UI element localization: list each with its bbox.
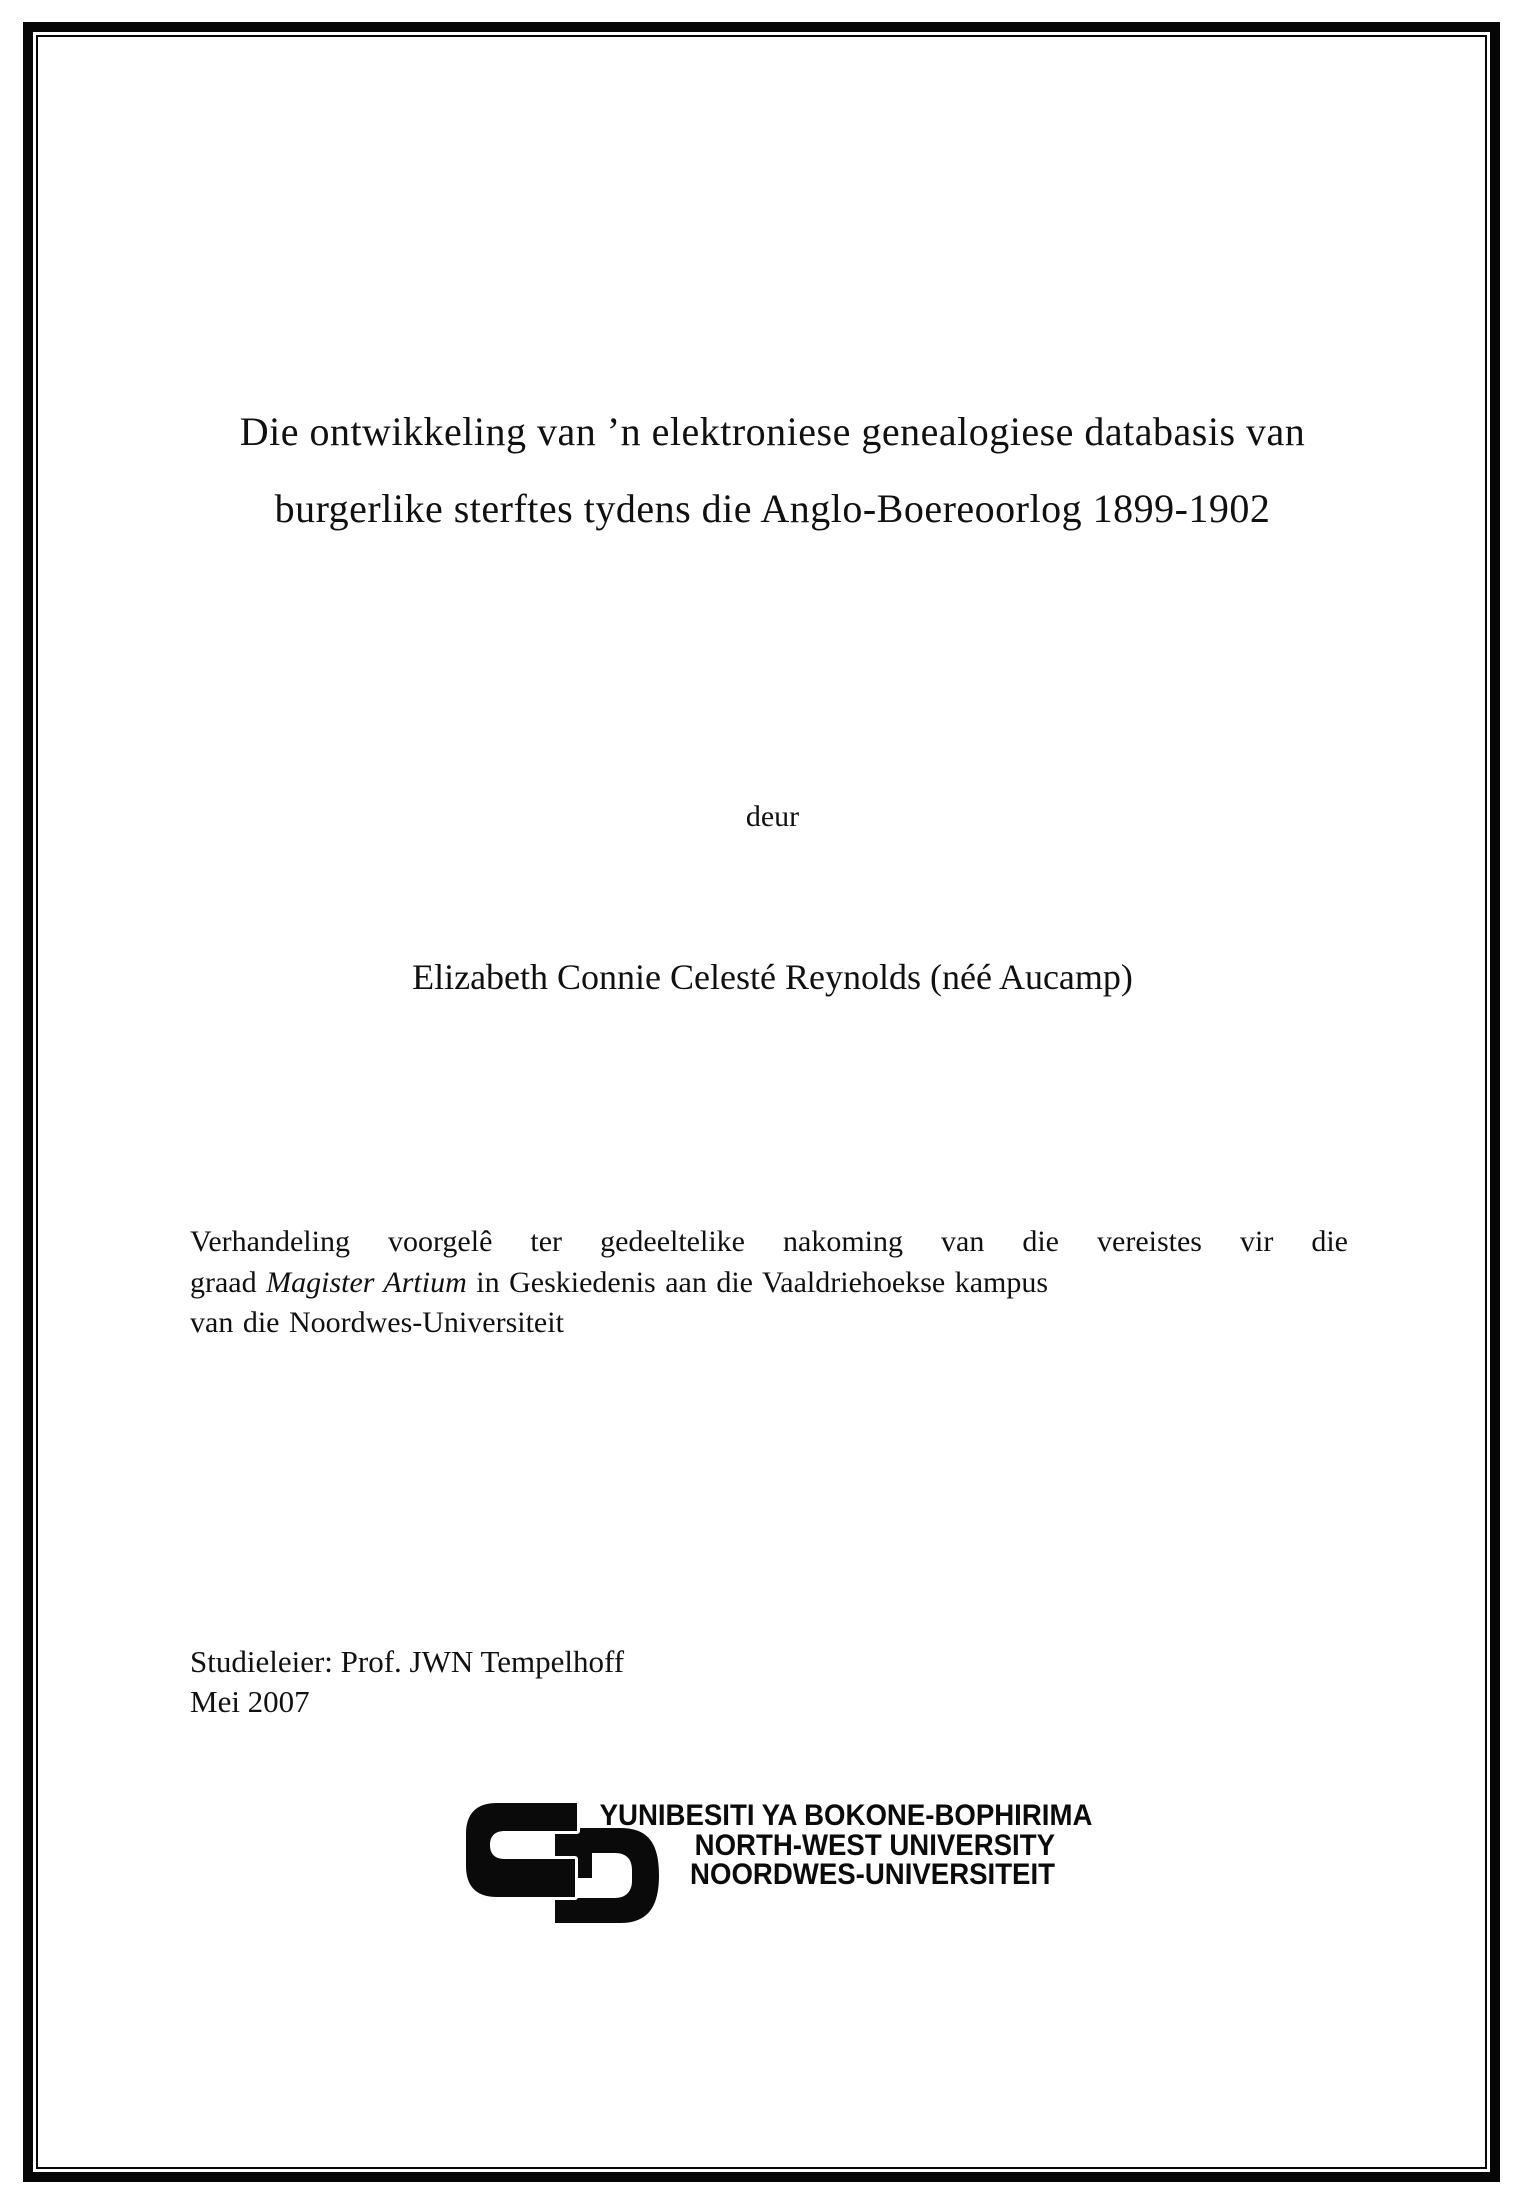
logo-line-english: NORTH-WEST UNIVERSITY bbox=[694, 1828, 1055, 1862]
statement-degree-suffix: in Geskiedenis aan die Vaaldriehoekse kampus bbox=[466, 1265, 1049, 1299]
submission-statement bbox=[190, 1222, 1348, 1344]
degree-name-italic: Magister Artium bbox=[266, 1265, 467, 1299]
logo-line-afrikaans: NOORDWES-UNIVERSITEIT bbox=[690, 1858, 1055, 1891]
supervisor-line: Studieleier: Prof. JWN Tempelhoff bbox=[190, 1644, 625, 1679]
thesis-title-line-1: Die ontwikkeling van ’n elektroniese genealogiese databasis van bbox=[239, 409, 1306, 454]
nwu-logo-wordmark bbox=[599, 1799, 1093, 1891]
supervisor-date-block bbox=[190, 1642, 624, 1722]
author-name: Elizabeth Connie Celesté Reynolds (néé Aucamp) bbox=[412, 957, 1133, 997]
submission-statement-line-3: van die Noordwes-Universiteit bbox=[190, 1306, 564, 1339]
thesis-title-line-2: burgerlike sterftes tydens die Anglo-Boereoorlog 1899-1902 bbox=[274, 486, 1271, 531]
logo-line-setswana: YUNIBESITI YA BOKONE-BOPHIRIMA bbox=[599, 1799, 1093, 1832]
date-line: Mei 2007 bbox=[190, 1684, 310, 1719]
statement-degree-prefix: graad bbox=[190, 1265, 267, 1299]
byline-label: deur bbox=[745, 800, 800, 833]
submission-statement-line-2 bbox=[190, 1263, 1348, 1304]
thesis-title bbox=[36, 393, 1485, 547]
submission-statement-line-1: Verhandeling voorgelê ter gedeeltelike nakoming van die vereistes vir die bbox=[190, 1225, 1348, 1258]
